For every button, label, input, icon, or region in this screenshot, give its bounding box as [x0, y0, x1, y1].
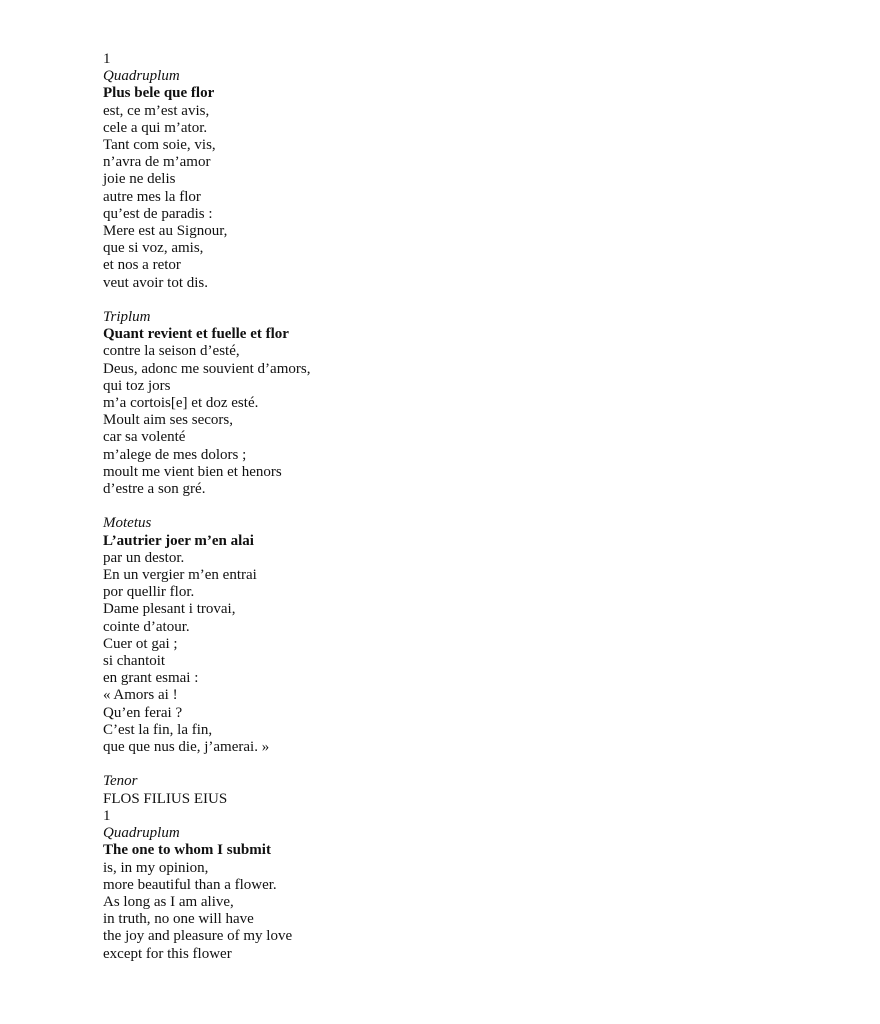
verse-line: more beautiful than a flower. — [103, 876, 277, 893]
verse-line: En un vergier m’en entrai — [103, 567, 257, 584]
verse-line: Tant com soie, vis, — [103, 137, 216, 154]
verse-line: est, ce m’est avis, — [103, 102, 210, 119]
verse-line: si chantoit — [103, 653, 166, 670]
verse-line: por quellir flor. — [103, 584, 195, 601]
voice-label-quadruplum: Quadruplum — [103, 68, 180, 85]
tenor-section — [103, 773, 803, 807]
voice-label-tenor: Tenor — [103, 773, 138, 790]
stanza-gap — [103, 756, 803, 773]
voice-label-triplum: Triplum — [103, 309, 151, 326]
voice-label-motetus: Motetus — [103, 515, 152, 532]
verse-line: cele a qui m’ator. — [103, 119, 208, 136]
verse-line: in truth, no one will have — [103, 911, 254, 928]
verse-line: Cuer ot gai ; — [103, 635, 178, 652]
verse-line: par un destor. — [103, 549, 185, 566]
verse-line: veut avoir tot dis. — [103, 274, 208, 291]
verse-line: is, in my opinion, — [103, 859, 209, 876]
verse-line: qui toz jors — [103, 377, 171, 394]
stanza-gap — [103, 498, 803, 515]
verse-line: n’avra de m’amor — [103, 154, 211, 171]
motetus-section — [103, 515, 803, 756]
verse-line: autre mes la flor — [103, 188, 201, 205]
verse-line: car sa volenté — [103, 429, 186, 446]
verse-line: en grant esmai : — [103, 670, 199, 687]
verse-line: cointe d’atour. — [103, 618, 190, 635]
triplum-section — [103, 309, 803, 498]
incipit-motetus: L’autrier joer m’en alai — [103, 532, 254, 549]
verse-line: joie ne delis — [103, 171, 176, 188]
verse-line: Mere est au Signour, — [103, 223, 228, 240]
incipit-triplum: Quant revient et fuelle et flor — [103, 326, 289, 343]
translation-section-number: 1 — [103, 807, 111, 824]
verse-line: que que nus die, j’amerai. » — [103, 739, 270, 756]
verse-line: m’a cortois[e] et doz esté. — [103, 395, 259, 412]
incipit-quadruplum: Plus bele que flor — [103, 85, 215, 102]
verse-line: contre la seison d’esté, — [103, 343, 240, 360]
verse-line: Moult aim ses secors, — [103, 412, 233, 429]
voice-label-quadruplum-translation: Quadruplum — [103, 825, 180, 842]
verse-line: the joy and pleasure of my love — [103, 928, 293, 945]
verse-line: C’est la fin, la fin, — [103, 721, 213, 738]
verse-line: As long as I am alive, — [103, 893, 234, 910]
quadruplum-section — [103, 68, 803, 292]
verse-line: qu’est de paradis : — [103, 205, 213, 222]
verse-line: d’estre a son gré. — [103, 481, 206, 498]
stanza-gap — [103, 292, 803, 309]
verse-line: Deus, adonc me souvient d’amors, — [103, 360, 311, 377]
section-number: 1 — [103, 51, 111, 67]
verse-line: « Amors ai ! — [103, 687, 178, 704]
verse-line: et nos a retor — [103, 257, 181, 274]
tenor-text: FLOS FILIUS EIUS — [103, 790, 228, 807]
translation-quadruplum-section — [103, 825, 803, 963]
verse-line: Dame plesant i trovai, — [103, 601, 236, 618]
verse-line: except for this flower — [103, 945, 232, 962]
verse-line: moult me vient bien et henors — [103, 463, 282, 480]
incipit-quadruplum-translation: The one to whom I submit — [103, 842, 271, 859]
verse-line: que si voz, amis, — [103, 240, 204, 257]
motet-text-page — [103, 51, 803, 963]
verse-line: m’alege de mes dolors ; — [103, 446, 247, 463]
verse-line: Qu’en ferai ? — [103, 704, 183, 721]
